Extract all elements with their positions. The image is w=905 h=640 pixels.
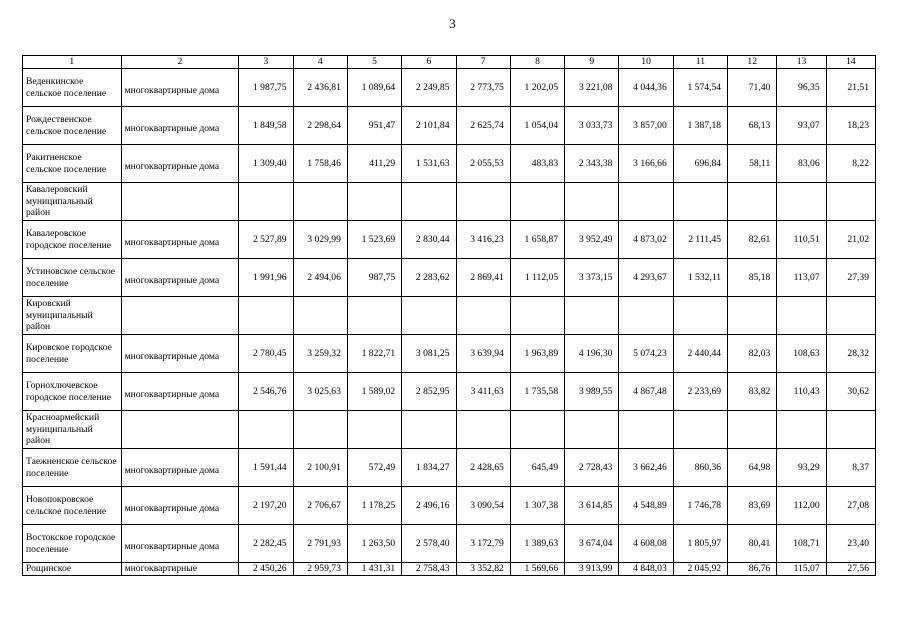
value-cell: 8,22 xyxy=(826,145,875,183)
table-row xyxy=(23,259,876,297)
value-cell: 2 728,43 xyxy=(565,449,619,487)
value-cell: 3 352,82 xyxy=(456,563,510,576)
value-cell: 3 857,00 xyxy=(619,107,673,145)
value-cell xyxy=(619,183,673,221)
value-cell: 1 387,18 xyxy=(673,107,727,145)
value-cell xyxy=(673,183,727,221)
value-cell: 112,00 xyxy=(777,487,826,525)
building-type xyxy=(121,183,239,221)
table-row xyxy=(23,525,876,563)
value-cell: 1 431,31 xyxy=(347,563,401,576)
value-cell: 4 848,03 xyxy=(619,563,673,576)
table-row xyxy=(23,449,876,487)
value-cell: 2 780,45 xyxy=(239,335,293,373)
value-cell: 83,82 xyxy=(728,373,777,411)
column-header: 14 xyxy=(826,56,875,69)
value-cell: 3 029,99 xyxy=(293,221,347,259)
table-row xyxy=(23,487,876,525)
value-cell: 987,75 xyxy=(347,259,401,297)
value-cell: 2 045,92 xyxy=(673,563,727,576)
building-type: многоквартирные xyxy=(121,563,239,576)
value-cell: 80,41 xyxy=(728,525,777,563)
value-cell: 1 735,58 xyxy=(510,373,564,411)
table-row xyxy=(23,411,876,449)
building-type: многоквартирные дома xyxy=(121,107,239,145)
value-cell: 93,29 xyxy=(777,449,826,487)
value-cell: 21,51 xyxy=(826,69,875,107)
value-cell xyxy=(239,183,293,221)
value-cell: 4 293,67 xyxy=(619,259,673,297)
value-cell xyxy=(510,297,564,335)
column-header: 8 xyxy=(510,56,564,69)
column-header: 13 xyxy=(777,56,826,69)
building-type xyxy=(121,297,239,335)
value-cell: 2 283,62 xyxy=(402,259,456,297)
value-cell xyxy=(728,297,777,335)
settlement-name: Таежненское сельское поселение xyxy=(23,449,122,487)
value-cell xyxy=(239,297,293,335)
value-cell xyxy=(777,411,826,449)
value-cell: 2 758,43 xyxy=(402,563,456,576)
value-cell: 8,37 xyxy=(826,449,875,487)
value-cell: 1 307,38 xyxy=(510,487,564,525)
header-row xyxy=(23,56,876,69)
value-cell xyxy=(456,297,510,335)
value-cell: 108,71 xyxy=(777,525,826,563)
value-cell: 2 852,95 xyxy=(402,373,456,411)
value-cell: 2 959,73 xyxy=(293,563,347,576)
value-cell: 2 101,84 xyxy=(402,107,456,145)
value-cell: 2 773,75 xyxy=(456,69,510,107)
value-cell: 1 746,78 xyxy=(673,487,727,525)
building-type xyxy=(121,411,239,449)
settlement-name: Кировское городское поселение xyxy=(23,335,122,373)
settlement-name: Ракитненское сельское поселение xyxy=(23,145,122,183)
value-cell: 71,40 xyxy=(728,69,777,107)
value-cell xyxy=(728,183,777,221)
value-cell xyxy=(456,411,510,449)
building-type: многоквартирные дома xyxy=(121,69,239,107)
building-type: многоквартирные дома xyxy=(121,373,239,411)
value-cell: 2 343,38 xyxy=(565,145,619,183)
value-cell xyxy=(239,411,293,449)
value-cell xyxy=(565,183,619,221)
value-cell: 68,13 xyxy=(728,107,777,145)
value-cell: 18,23 xyxy=(826,107,875,145)
value-cell: 3 172,79 xyxy=(456,525,510,563)
value-cell: 3 166,66 xyxy=(619,145,673,183)
value-cell: 96,35 xyxy=(777,69,826,107)
settlement-name: Кировский муниципальный район xyxy=(23,297,122,335)
value-cell: 2 578,40 xyxy=(402,525,456,563)
value-cell: 2 869,41 xyxy=(456,259,510,297)
value-cell: 696,84 xyxy=(673,145,727,183)
value-cell: 1 569,66 xyxy=(510,563,564,576)
value-cell: 1 758,46 xyxy=(293,145,347,183)
value-cell: 110,43 xyxy=(777,373,826,411)
value-cell: 1 591,44 xyxy=(239,449,293,487)
value-cell xyxy=(456,183,510,221)
table-row xyxy=(23,69,876,107)
settlement-name: Рощинское xyxy=(23,563,122,576)
value-cell: 1 309,40 xyxy=(239,145,293,183)
settlement-name: Рождественское сельское поселение xyxy=(23,107,122,145)
value-cell: 2 282,45 xyxy=(239,525,293,563)
settlement-name: Кавалеровский муниципальный район xyxy=(23,183,122,221)
value-cell xyxy=(510,183,564,221)
value-cell: 27,08 xyxy=(826,487,875,525)
value-cell: 4 548,89 xyxy=(619,487,673,525)
column-header: 5 xyxy=(347,56,401,69)
value-cell: 3 373,15 xyxy=(565,259,619,297)
settlement-name: Новопокровское сельское поселение xyxy=(23,487,122,525)
building-type: многоквартирные дома xyxy=(121,335,239,373)
value-cell: 1 991,96 xyxy=(239,259,293,297)
page-number: 3 xyxy=(449,16,456,31)
settlement-name: Устиновское сельское поселение xyxy=(23,259,122,297)
value-cell xyxy=(402,183,456,221)
value-cell: 23,40 xyxy=(826,525,875,563)
value-cell: 113,07 xyxy=(777,259,826,297)
building-type: многоквартирные дома xyxy=(121,221,239,259)
value-cell: 2 436,81 xyxy=(293,69,347,107)
settlement-name: Веденкинское сельское поселение xyxy=(23,69,122,107)
table-row xyxy=(23,373,876,411)
column-header: 1 xyxy=(23,56,122,69)
value-cell: 572,49 xyxy=(347,449,401,487)
value-cell: 1 112,05 xyxy=(510,259,564,297)
value-cell: 85,18 xyxy=(728,259,777,297)
value-cell: 1 532,11 xyxy=(673,259,727,297)
value-cell xyxy=(619,411,673,449)
value-cell xyxy=(402,297,456,335)
value-cell xyxy=(293,183,347,221)
table-row xyxy=(23,221,876,259)
value-cell: 2 546,76 xyxy=(239,373,293,411)
value-cell xyxy=(293,297,347,335)
value-cell: 30,62 xyxy=(826,373,875,411)
column-header: 2 xyxy=(121,56,239,69)
value-cell: 1 531,63 xyxy=(402,145,456,183)
value-cell: 860,36 xyxy=(673,449,727,487)
value-cell: 3 025,63 xyxy=(293,373,347,411)
value-cell: 83,69 xyxy=(728,487,777,525)
value-cell xyxy=(347,411,401,449)
value-cell: 4 196,30 xyxy=(565,335,619,373)
value-cell xyxy=(777,183,826,221)
value-cell: 1 849,58 xyxy=(239,107,293,145)
value-cell: 1 178,25 xyxy=(347,487,401,525)
value-cell: 108,63 xyxy=(777,335,826,373)
value-cell: 21,02 xyxy=(826,221,875,259)
value-cell: 2 494,06 xyxy=(293,259,347,297)
value-cell: 2 298,64 xyxy=(293,107,347,145)
value-cell xyxy=(293,411,347,449)
value-cell xyxy=(565,411,619,449)
value-cell: 83,06 xyxy=(777,145,826,183)
value-cell xyxy=(826,297,875,335)
value-cell: 3 416,23 xyxy=(456,221,510,259)
value-cell: 1 389,63 xyxy=(510,525,564,563)
value-cell: 3 090,54 xyxy=(456,487,510,525)
building-type: многоквартирные дома xyxy=(121,259,239,297)
value-cell: 2 111,45 xyxy=(673,221,727,259)
value-cell: 2 450,26 xyxy=(239,563,293,576)
value-cell: 2 791,93 xyxy=(293,525,347,563)
value-cell xyxy=(565,297,619,335)
value-cell: 1 089,64 xyxy=(347,69,401,107)
value-cell: 3 259,32 xyxy=(293,335,347,373)
value-cell: 3 913,99 xyxy=(565,563,619,576)
value-cell: 58,11 xyxy=(728,145,777,183)
value-cell xyxy=(673,297,727,335)
value-cell: 1 589,02 xyxy=(347,373,401,411)
value-cell: 2 233,69 xyxy=(673,373,727,411)
value-cell: 2 428,65 xyxy=(456,449,510,487)
value-cell: 27,56 xyxy=(826,563,875,576)
building-type: многоквартирные дома xyxy=(121,449,239,487)
value-cell: 4 608,08 xyxy=(619,525,673,563)
column-header: 10 xyxy=(619,56,673,69)
value-cell: 2 706,67 xyxy=(293,487,347,525)
value-cell xyxy=(728,411,777,449)
value-cell: 4 044,36 xyxy=(619,69,673,107)
value-cell: 1 263,50 xyxy=(347,525,401,563)
settlement-name: Кавалеровское городское поселение xyxy=(23,221,122,259)
column-header: 4 xyxy=(293,56,347,69)
value-cell: 64,98 xyxy=(728,449,777,487)
value-cell xyxy=(777,297,826,335)
value-cell: 2 440,44 xyxy=(673,335,727,373)
value-cell: 3 033,73 xyxy=(565,107,619,145)
building-type: многоквартирные дома xyxy=(121,145,239,183)
building-type: многоквартирные дома xyxy=(121,525,239,563)
table-row xyxy=(23,297,876,335)
value-cell: 4 873,02 xyxy=(619,221,673,259)
value-cell: 2 249,85 xyxy=(402,69,456,107)
column-header: 6 xyxy=(402,56,456,69)
value-cell: 1 523,69 xyxy=(347,221,401,259)
value-cell: 3 639,94 xyxy=(456,335,510,373)
value-cell: 1 822,71 xyxy=(347,335,401,373)
settlement-name: Востокское городское поселение xyxy=(23,525,122,563)
value-cell: 4 867,48 xyxy=(619,373,673,411)
value-cell: 1 574,54 xyxy=(673,69,727,107)
value-cell: 3 952,49 xyxy=(565,221,619,259)
value-cell: 110,51 xyxy=(777,221,826,259)
value-cell: 951,47 xyxy=(347,107,401,145)
value-cell: 2 625,74 xyxy=(456,107,510,145)
value-cell: 28,32 xyxy=(826,335,875,373)
table-row xyxy=(23,107,876,145)
value-cell: 82,03 xyxy=(728,335,777,373)
value-cell: 93,07 xyxy=(777,107,826,145)
tariff-table xyxy=(22,55,876,576)
value-cell: 645,49 xyxy=(510,449,564,487)
value-cell xyxy=(347,183,401,221)
table-row xyxy=(23,145,876,183)
value-cell xyxy=(402,411,456,449)
value-cell: 2 830,44 xyxy=(402,221,456,259)
table-row xyxy=(23,335,876,373)
value-cell: 2 100,91 xyxy=(293,449,347,487)
column-header: 3 xyxy=(239,56,293,69)
value-cell: 1 834,27 xyxy=(402,449,456,487)
value-cell: 115,07 xyxy=(777,563,826,576)
value-cell: 3 221,08 xyxy=(565,69,619,107)
value-cell xyxy=(347,297,401,335)
value-cell: 1 658,87 xyxy=(510,221,564,259)
building-type: многоквартирные дома xyxy=(121,487,239,525)
settlement-name: Горнохлючевское городское поселение xyxy=(23,373,122,411)
value-cell: 1 987,75 xyxy=(239,69,293,107)
value-cell: 27,39 xyxy=(826,259,875,297)
value-cell: 3 411,63 xyxy=(456,373,510,411)
value-cell: 1 805,97 xyxy=(673,525,727,563)
value-cell xyxy=(619,297,673,335)
value-cell: 3 674,04 xyxy=(565,525,619,563)
value-cell xyxy=(510,411,564,449)
value-cell: 5 074,23 xyxy=(619,335,673,373)
value-cell: 86,76 xyxy=(728,563,777,576)
value-cell: 3 614,85 xyxy=(565,487,619,525)
value-cell xyxy=(673,411,727,449)
value-cell: 2 496,16 xyxy=(402,487,456,525)
value-cell: 82,61 xyxy=(728,221,777,259)
value-cell: 1 963,89 xyxy=(510,335,564,373)
column-header: 12 xyxy=(728,56,777,69)
value-cell: 411,29 xyxy=(347,145,401,183)
column-header: 9 xyxy=(565,56,619,69)
column-header: 7 xyxy=(456,56,510,69)
value-cell: 483,83 xyxy=(510,145,564,183)
value-cell: 1 202,05 xyxy=(510,69,564,107)
column-header: 11 xyxy=(673,56,727,69)
value-cell: 3 662,46 xyxy=(619,449,673,487)
value-cell: 2 055,53 xyxy=(456,145,510,183)
table-body xyxy=(23,69,876,576)
value-cell xyxy=(826,183,875,221)
value-cell: 2 527,89 xyxy=(239,221,293,259)
value-cell: 2 197,20 xyxy=(239,487,293,525)
settlement-name: Красноармейский муниципальный район xyxy=(23,411,122,449)
table-row xyxy=(23,563,876,576)
value-cell: 3 081,25 xyxy=(402,335,456,373)
table-row xyxy=(23,183,876,221)
value-cell xyxy=(826,411,875,449)
value-cell: 3 989,55 xyxy=(565,373,619,411)
value-cell: 1 054,04 xyxy=(510,107,564,145)
